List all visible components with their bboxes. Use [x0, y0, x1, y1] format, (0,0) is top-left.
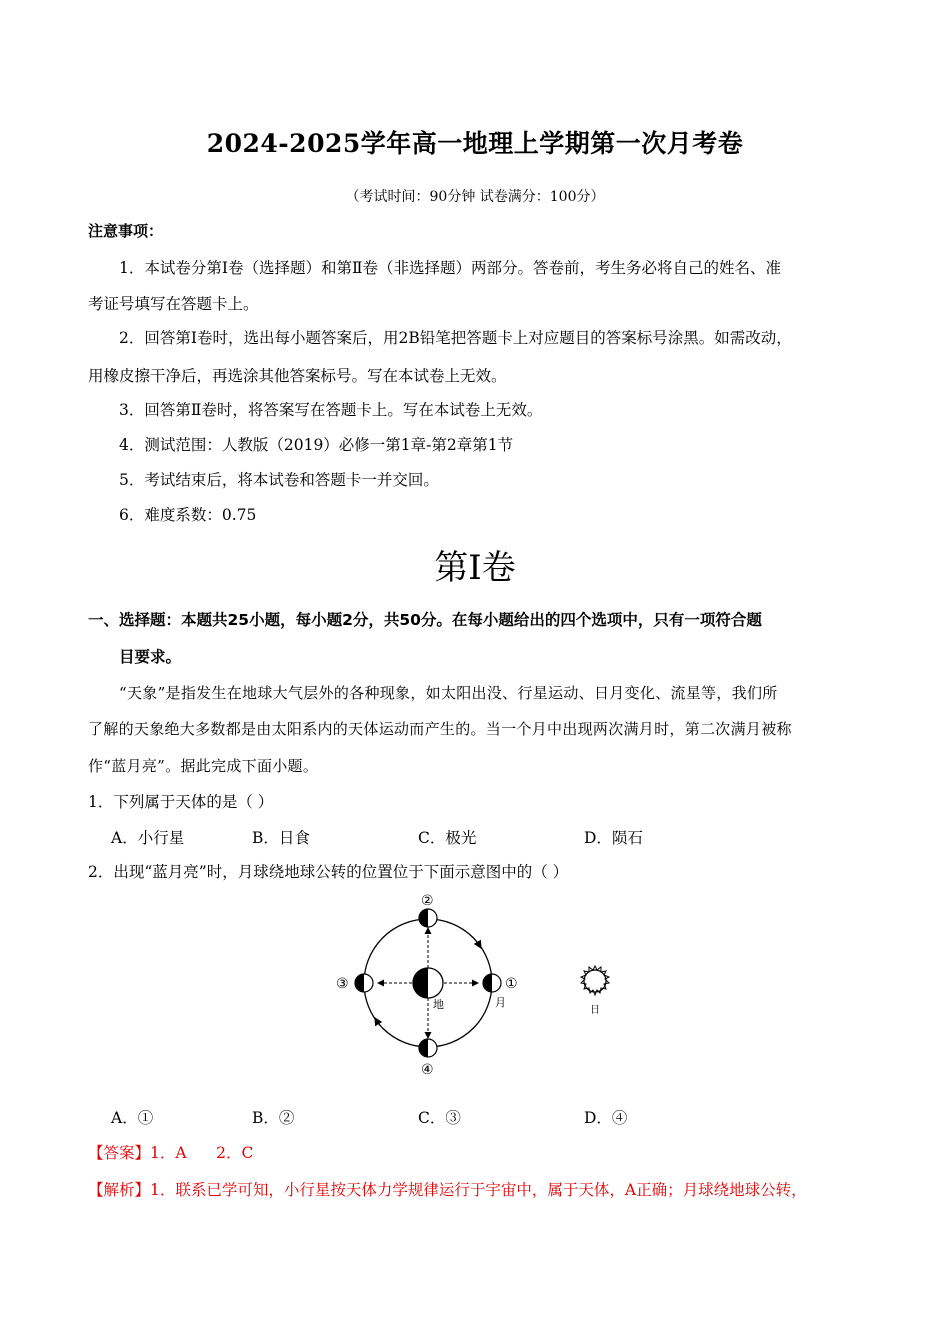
question-2-option-a: A．①: [111, 1109, 154, 1127]
page-title: 2024-2025学年高一地理上学期第一次月考卷: [206, 129, 744, 158]
label-position-4: ④: [421, 1062, 434, 1078]
exam-info: （考试时间：90分钟 试卷满分：100分）: [345, 189, 605, 205]
notice-item-2-line-1: 2．回答第Ⅰ卷时，选出每小题答案后，用2B铅笔把答题卡上对应题目的答案标号涂黑。如需改动，: [119, 329, 792, 347]
notice-item-3: 3．回答第Ⅱ卷时，将答案写在答题卡上。写在本试卷上无效。: [119, 401, 543, 419]
label-position-3: ③: [336, 976, 349, 992]
earth: [413, 968, 443, 998]
section-title: 第Ⅰ卷: [434, 548, 516, 588]
label-position-1: ①: [505, 976, 518, 992]
moon-position-3: [355, 974, 373, 992]
question-2-stem: 2．出现“蓝月亮”时，月球绕地球公转的位置位于下面示意图中的（ ）: [88, 863, 569, 881]
notice-item-1-line-2: 考证号填写在答题卡上。: [88, 295, 259, 313]
analysis-tag: 【解析】: [88, 1181, 151, 1199]
moon-position-2: [419, 909, 437, 927]
label-earth: 地: [433, 998, 444, 1011]
question-2-option-c: C．③: [418, 1109, 461, 1127]
section-instruction-line-2: 目要求。: [119, 648, 182, 666]
moon-orbit-diagram: [320, 888, 640, 1078]
sun: [581, 966, 609, 995]
notice-item-5: 5．考试结束后，将本试卷和答题卡一并交回。: [119, 471, 439, 489]
question-1-stem: 1．下列属于天体的是（ ）: [88, 793, 274, 811]
notice-heading: 注意事项：: [88, 222, 164, 240]
question-2-option-d: D．④: [584, 1109, 628, 1127]
notice-item-1-line-1: 1．本试卷分第Ⅰ卷（选择题）和第Ⅱ卷（非选择题）两部分。答卷前，考生务必将自己的姓名、准: [119, 259, 782, 277]
moon-position-4: [419, 1039, 437, 1057]
moon-position-1: [483, 974, 501, 992]
label-position-2: ②: [421, 893, 434, 909]
answer-tag: 【答案】: [88, 1144, 151, 1162]
passage-line-2: 了解的天象绝大多数都是由太阳系内的天体运动而产生的。当一个月中出现两次满月时，第二次满月被称: [88, 720, 792, 738]
answer-text: 1．A 2．C: [150, 1144, 254, 1162]
passage-line-1: “天象”是指发生在地球大气层外的各种现象，如太阳出没、行星运动、日月变化、流星等，我们所: [119, 684, 778, 702]
answer-line: [88, 1141, 253, 1163]
label-sun: 日: [590, 1005, 600, 1016]
section-instruction-line-1: 一、选择题：本题共25小题，每小题2分，共50分。在每小题给出的四个选项中，只有一项符合题: [88, 611, 762, 629]
analysis-line: [88, 1178, 807, 1200]
notice-item-4: 4．测试范围：人教版（2019）必修一第1章-第2章第1节: [119, 436, 514, 454]
notice-item-6: 6．难度系数：0.75: [119, 506, 257, 524]
notice-item-2-line-2: 用橡皮擦干净后，再选涂其他答案标号。写在本试卷上无效。: [88, 367, 507, 385]
analysis-text: 1．联系已学可知，小行星按天体力学规律运行于宇宙中，属于天体，A正确；月球绕地球公转，: [150, 1181, 807, 1199]
question-2-option-b: B．②: [252, 1109, 295, 1127]
passage-line-3: 作“蓝月亮”。据此完成下面小题。: [88, 757, 319, 775]
question-1-option-b: B．日食: [252, 829, 310, 847]
question-1-option-c: C．极光: [418, 829, 477, 847]
question-1-option-d: D．陨石: [584, 829, 643, 847]
label-moon: 月: [495, 996, 506, 1009]
question-1-option-a: A．小行星: [111, 829, 185, 847]
